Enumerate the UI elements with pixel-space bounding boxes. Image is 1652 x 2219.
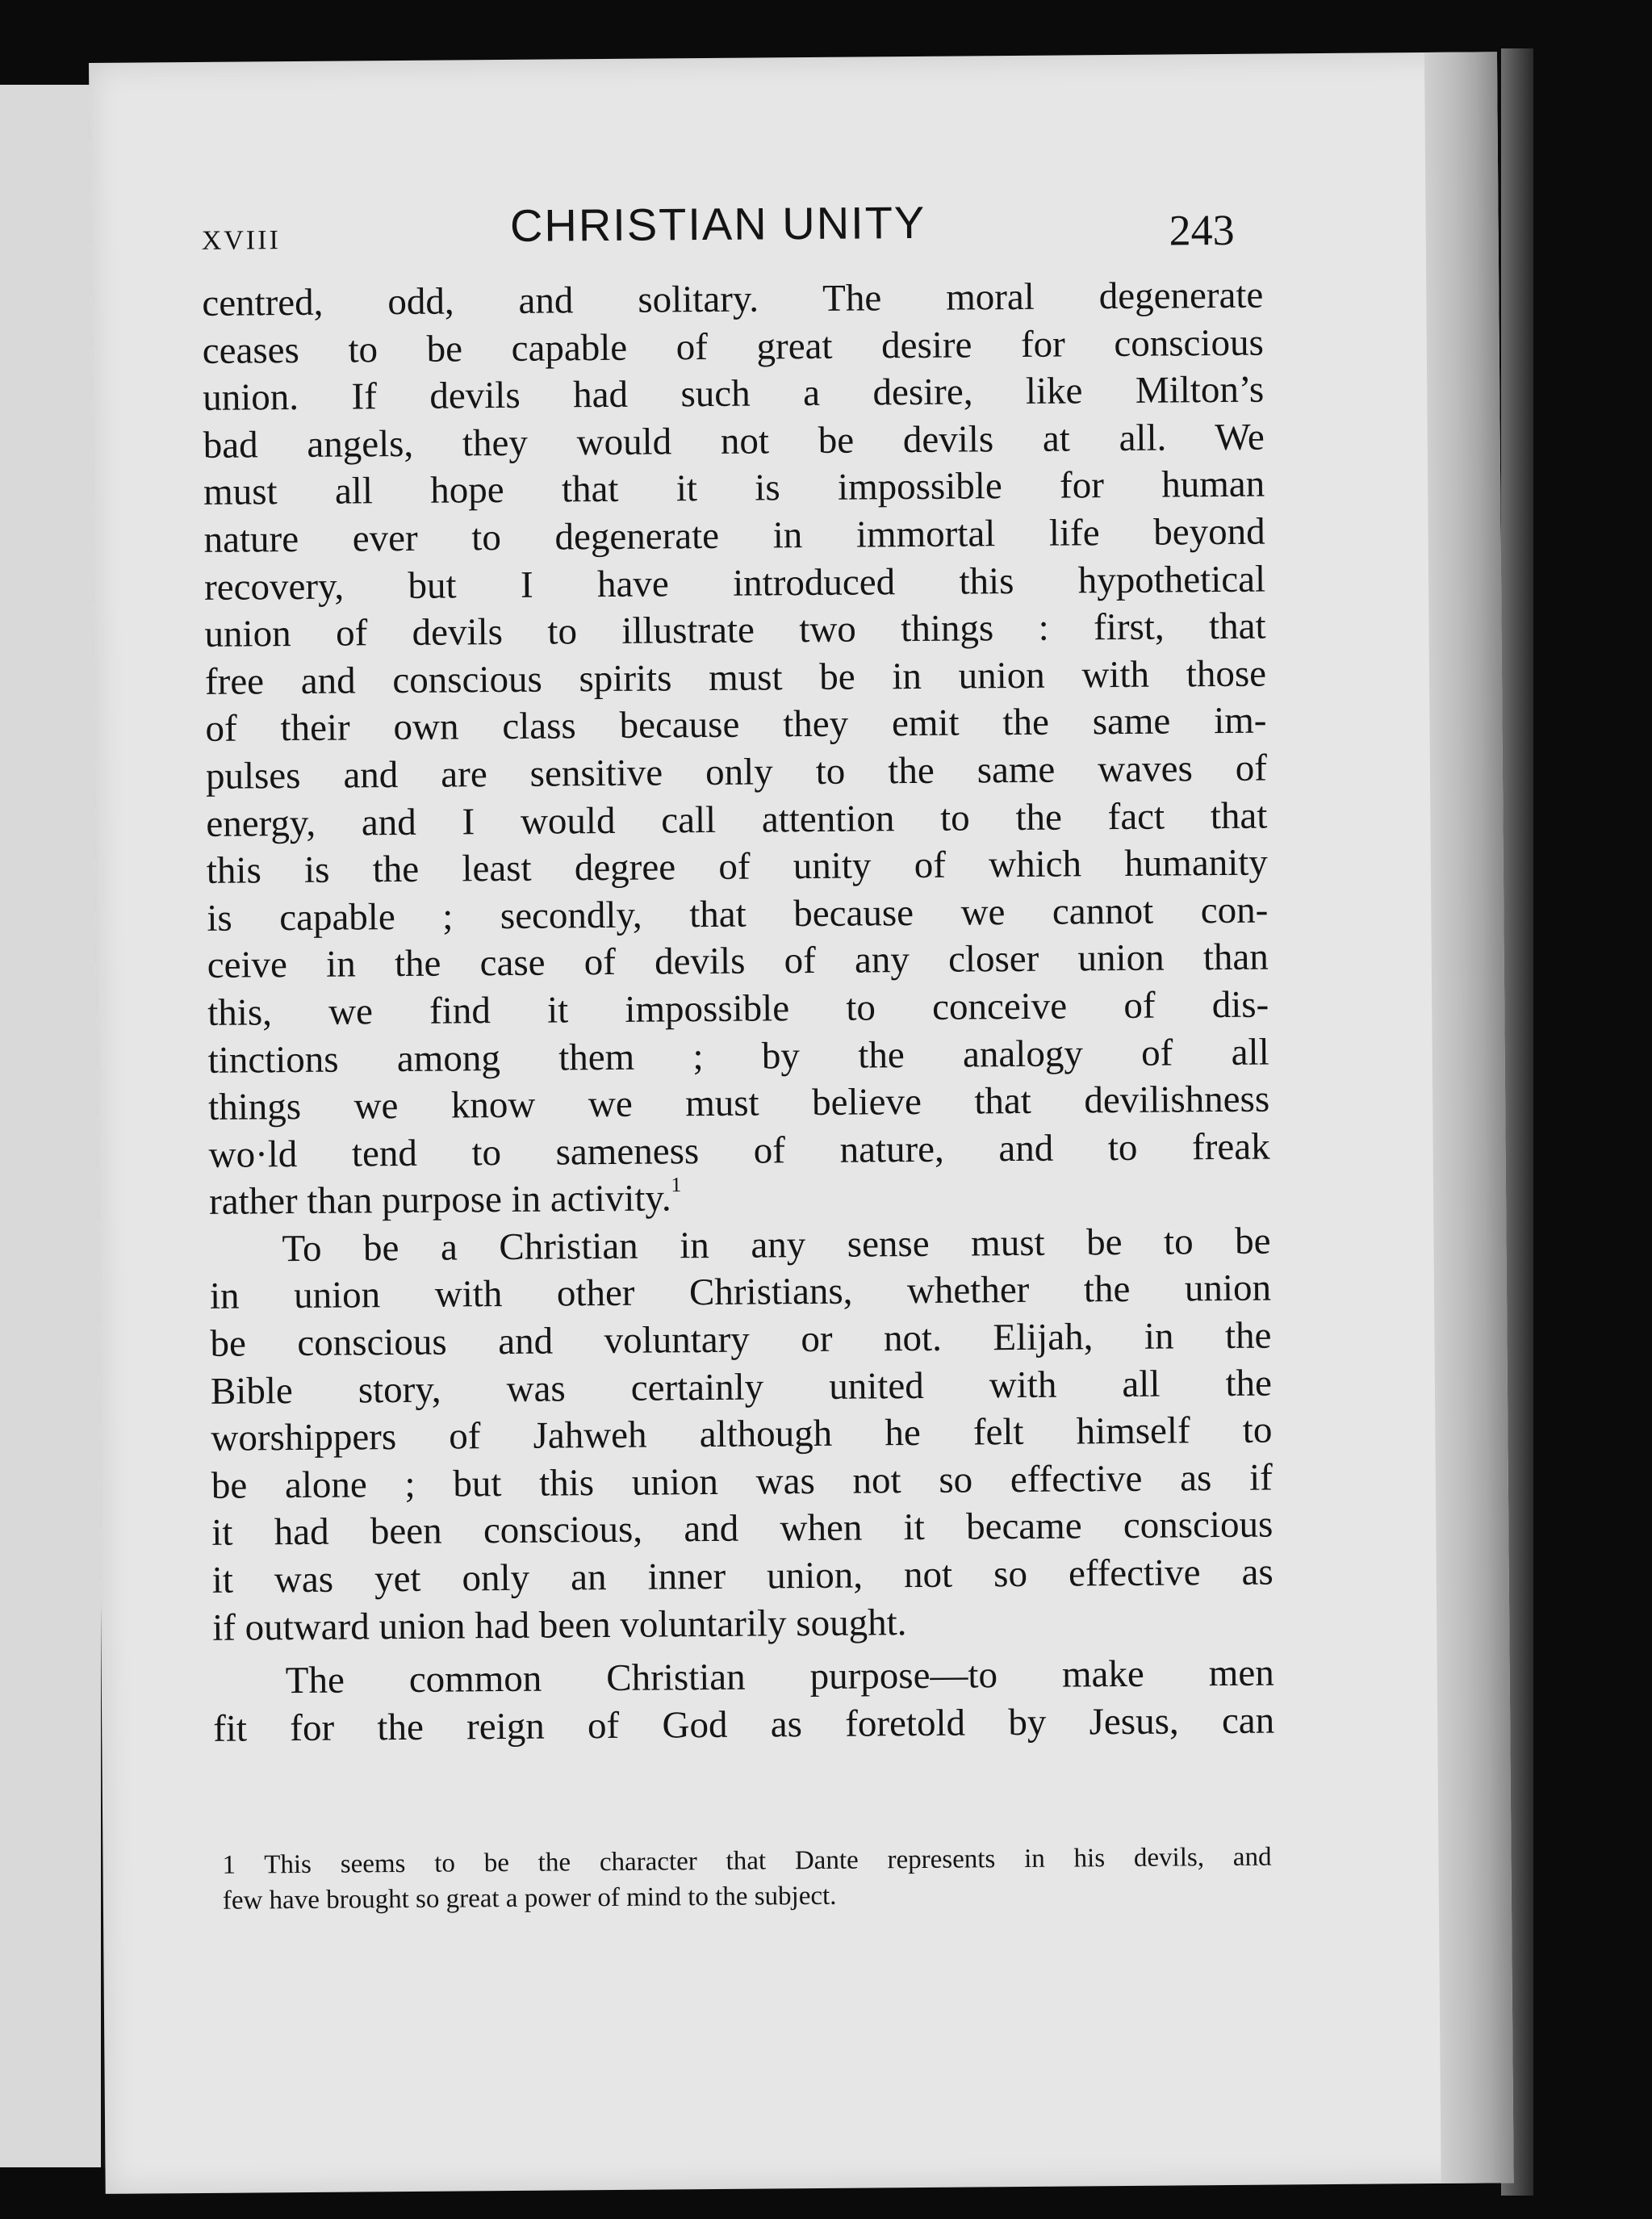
text-line: ceive in the case of devils of any closer union than	[207, 936, 1269, 987]
text-line: wo·ld tend to sameness of nature, and to freak	[208, 1125, 1270, 1176]
text-line: rather than purpose in activity.	[208, 1177, 671, 1224]
text-line: this, we find it impossible to conceive of dis-	[207, 983, 1269, 1034]
chapter-number: XVIII	[201, 225, 281, 256]
text-line: things we know we must believe that devilishness	[207, 1078, 1270, 1128]
text-line: union. If devils had such a desire, like Milton’s	[203, 368, 1265, 420]
text-line: must all hope that it is impossible for human	[203, 463, 1265, 514]
text-line: be alone ; but this union was not so effective as if	[211, 1456, 1274, 1507]
text-line: pulses and are sensitive only to the same waves of	[205, 747, 1268, 798]
paragraph-first-line: To be a Christian in any sense must be to be	[282, 1220, 1271, 1271]
text-line: union of devils to illustrate two things : first, that	[204, 605, 1266, 656]
text-line: centred, odd, and solitary. The moral degenerate	[202, 274, 1264, 324]
text-line: worshippers of Jahweh although he felt himself to	[211, 1409, 1273, 1460]
text-line: of their own class because they emit the same im-	[205, 699, 1267, 751]
text-line: recovery, but I have introduced this hypothetical	[203, 558, 1266, 609]
text-line: be conscious and voluntary or not. Elijah, in the	[210, 1314, 1272, 1365]
text-line: is capable ; secondly, that because we cannot con-	[207, 889, 1269, 940]
text-line: energy, and I would call attention to the fact that	[206, 794, 1268, 845]
text-line: in union with other Christians, whether the union	[209, 1267, 1272, 1318]
text-line: it had been conscious, and when it became conscious	[211, 1503, 1274, 1555]
text-line-with-footnote	[209, 1170, 1270, 1226]
footnote-marker: 1	[671, 1173, 682, 1197]
text-line: if outward union had been voluntarily sought.	[212, 1601, 907, 1649]
running-title: CHRISTIAN UNITY	[509, 196, 926, 251]
page-number: 243	[1169, 205, 1235, 255]
footnote-line: few have brought so great a power of mind to the subject.	[222, 1881, 837, 1915]
footnote	[222, 1840, 1272, 1919]
body-text	[202, 272, 1274, 1753]
text-line: it was yet only an inner union, not so effective as	[211, 1551, 1274, 1601]
footnote-line: 1 This seems to be the character that Dante represents in his devils, and	[222, 1842, 1272, 1880]
text-line: ceases to be capable of great desire for conscious	[202, 321, 1264, 372]
text-line: fit for the reign of God as foretold by Jesus, can	[213, 1699, 1275, 1750]
text-line: nature ever to degenerate in immortal life beyond	[203, 510, 1265, 561]
text-line: bad angels, they would not be devils at all. We	[203, 416, 1265, 467]
text-line: free and conscious spirits must be in union with those	[204, 652, 1267, 703]
book-page	[89, 52, 1514, 2194]
paragraph-first-line: The common Christian purpose—to make men	[285, 1652, 1274, 1702]
running-header	[201, 187, 1235, 268]
text-line: this is the least degree of unity of which humanity	[206, 841, 1269, 893]
text-line: Bible story, was certainly united with all the	[210, 1362, 1273, 1413]
text-line: tinctions among them ; by the analogy of all	[207, 1031, 1269, 1082]
